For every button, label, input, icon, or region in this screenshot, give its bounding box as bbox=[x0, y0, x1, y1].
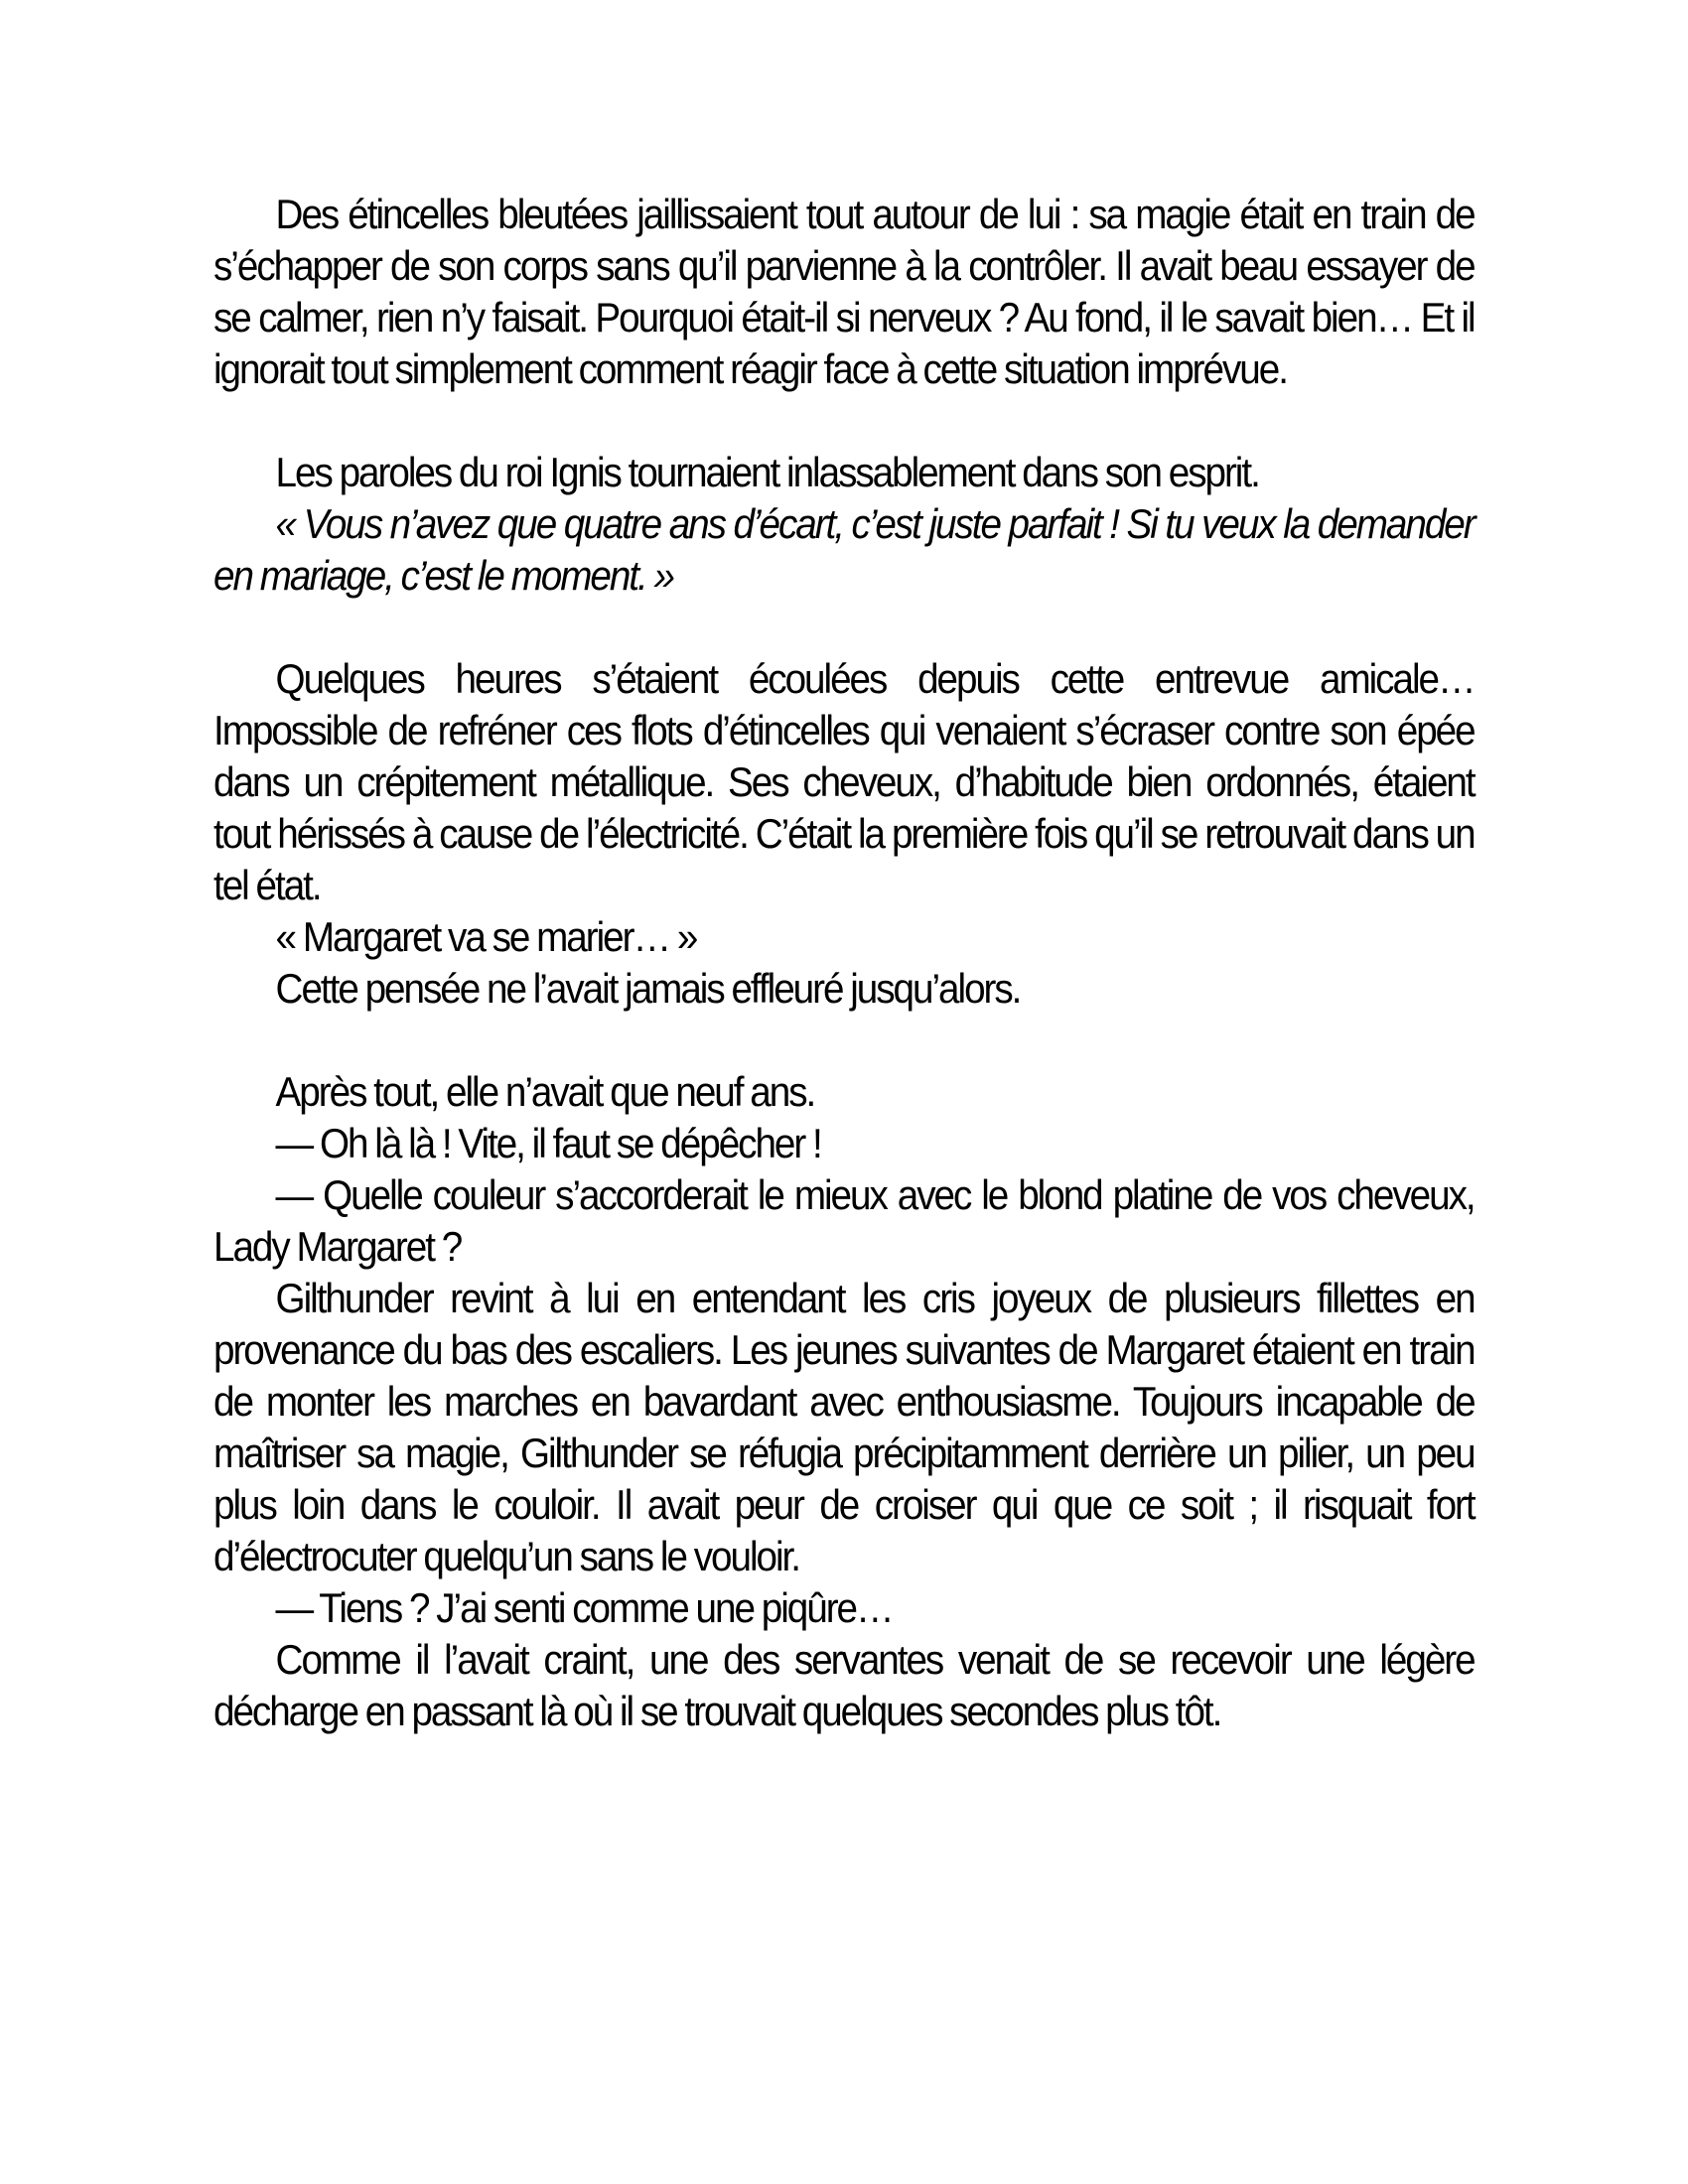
paragraph: Gilthunder revint à lui en entendant les cris joyeux de plusieurs fillettes en provenance du bas des escaliers. Les jeunes suivantes de Margaret étaient en train de monter les marches en bavardant avec enthousiasme. Toujours incapable de maîtriser sa magie, Gilthunder se réfugia précipitamment derrière un pilier, un peu plus loin dans le couloir. Il avait peur de croiser qui que ce soit ; il risquait fort d’électrocuter quelqu’un sans le vouloir. bbox=[213, 1275, 1475, 1579]
paragraph: Cette pensée ne l’avait jamais effleuré jusqu’alors. bbox=[275, 965, 1021, 1012]
paragraph: — Tiens ? J’ai senti comme une piqûre… bbox=[275, 1584, 893, 1631]
paragraph: Les paroles du roi Ignis tournaient inlassablement dans son esprit. bbox=[275, 449, 1259, 495]
paragraph: Après tout, elle n’avait que neuf ans. bbox=[275, 1068, 815, 1115]
paragraph: Quelques heures s’étaient écoulées depuis cette entrevue amicale… Impossible de refréner ces flots d’étincelles qui venaient s’écraser contre son épée dans un crépitement métallique. Ses cheveux, d’habitude bien ordonnés, étaient tout hérissés à cause de l’électricité. C’était la première fois qu’il se retrouvait dans un tel état. bbox=[213, 655, 1475, 908]
paragraph: « Vous n’avez que quatre ans d’écart, c’est juste parfait ! Si tu veux la demander en mariage, c’est le moment. » bbox=[213, 500, 1475, 599]
paragraph: Des étincelles bleutées jaillissaient tout autour de lui : sa magie était en train de s’échapper de son corps sans qu’il parvienne à la contrôler. Il avait beau essayer de se calmer, rien n’y faisait. Pourquoi était-il si nerveux ? Au fond, il le savait bien… Et il ignorait tout simplement comment réagir face à cette situation imprévue. bbox=[213, 191, 1475, 392]
paragraph: Comme il l’avait craint, une des servantes venait de se recevoir une légère décharge en passant là où il se trouvait quelques secondes plus tôt. bbox=[213, 1636, 1475, 1734]
paragraph: « Margaret va se marier… » bbox=[275, 913, 697, 960]
paragraph: — Oh là là ! Vite, il faut se dépêcher ! bbox=[275, 1120, 821, 1166]
paragraph: — Quelle couleur s’accorderait le mieux avec le blond platine de vos cheveux, Lady Margaret ? bbox=[213, 1171, 1475, 1270]
page-text-block bbox=[213, 189, 1475, 1737]
